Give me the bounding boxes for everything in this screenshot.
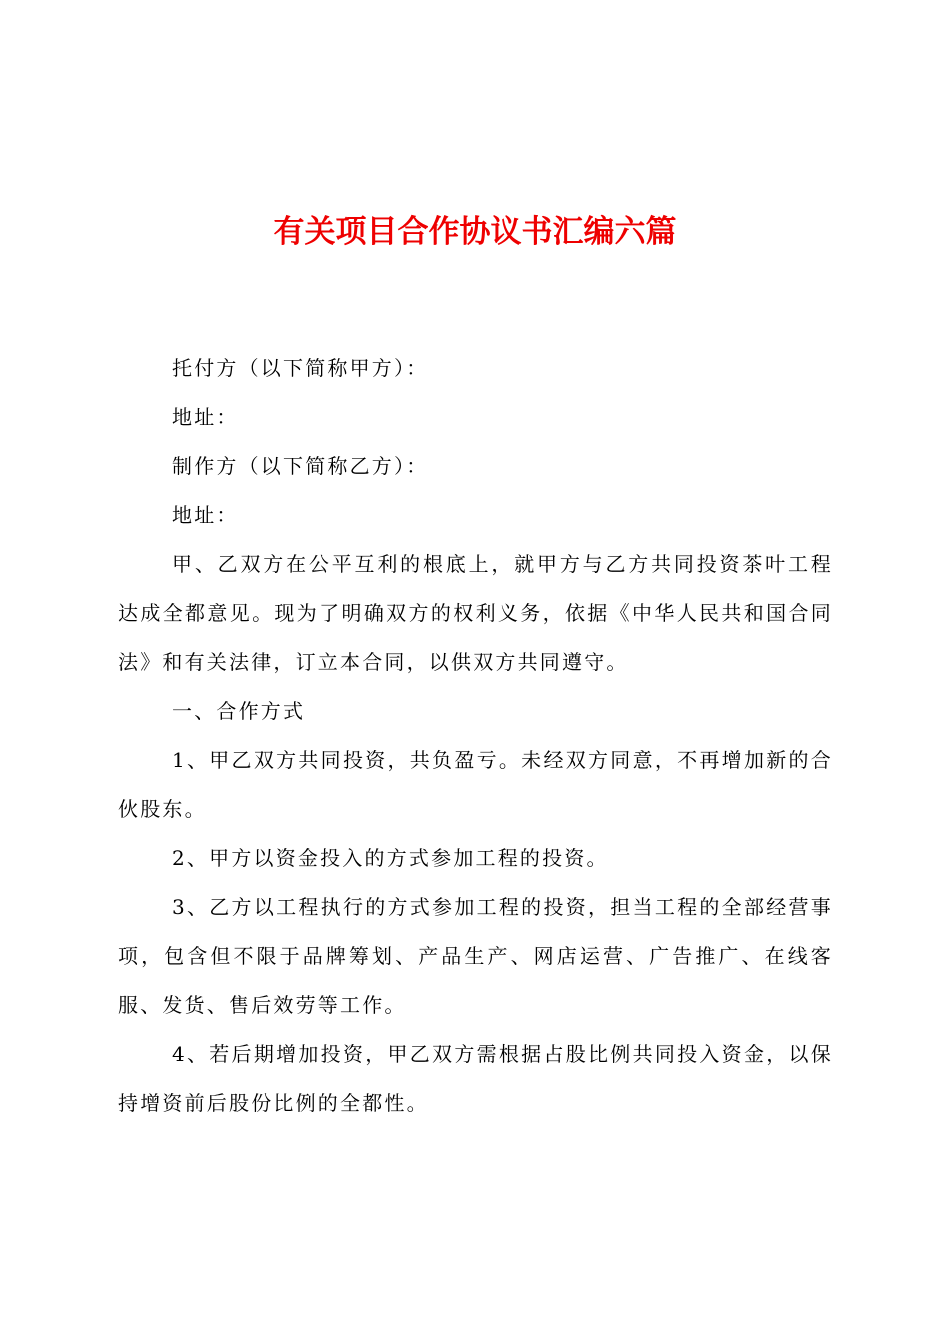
party-b-address-line: 地址： — [172, 503, 239, 527]
clause-1: 1、甲乙双方共同投资，共负盈亏。未经双方同意，不再增加新的合伙股东。 — [118, 748, 833, 821]
preamble-paragraph: 甲、乙双方在公平互利的根底上，就甲方与乙方共同投资茶叶工程达成全都意见。现为了明确双方的权利义务，依据《中华人民共和国合同法》和有关法律，订立本合同，以供双方共同遵守。 — [118, 552, 833, 674]
clause-3: 3、乙方以工程执行的方式参加工程的投资，担当工程的全部经营事项，包含但不限于品牌筹划、产品生产、网店运营、广告推广、在线客服、发货、售后效劳等工作。 — [118, 895, 833, 1017]
document-title: 有关项目合作协议书汇编六篇 — [273, 214, 677, 250]
party-a-line: 托付方（以下简称甲方）： — [172, 356, 429, 380]
clause-2: 2、甲方以资金投入的方式参加工程的投资。 — [172, 846, 609, 870]
section-heading: 一、合作方式 — [172, 699, 306, 723]
party-a-address-line: 地址： — [172, 405, 239, 429]
document-body — [118, 344, 833, 1128]
party-b-line: 制作方（以下简称乙方）： — [172, 454, 429, 478]
clause-4: 4、若后期增加投资，甲乙双方需根据占股比例共同投入资金，以保持增资前后股份比例的全都性。 — [118, 1042, 833, 1115]
